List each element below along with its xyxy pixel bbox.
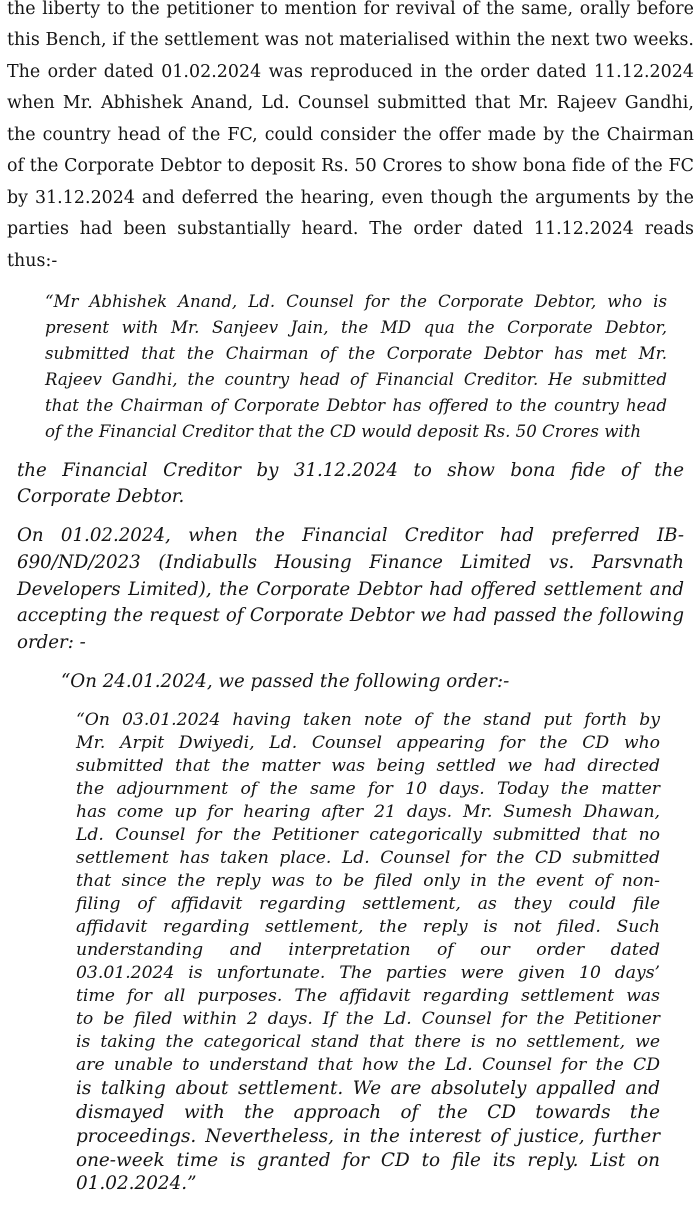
quote-line: 690/ND/2023 (Indiabulls Housing Finance Limited vs. Parsvnath: [17, 552, 684, 573]
quote-line: proceedings. Nevertheless, in the interest of justice, further: [76, 1126, 660, 1147]
quote-line: one-week time is granted for CD to file its reply. List on: [76, 1150, 660, 1171]
quote-line: present with Mr. Sanjeev Jain, the MD qua the Corporate Debtor,: [45, 318, 667, 337]
quote-line: On 01.02.2024, when the Financial Creditor had preferred IB-: [17, 525, 684, 546]
text-line: when Mr. Abhishek Anand, Ld. Counsel submitted that Mr. Rajeev Gandhi,: [7, 93, 694, 113]
quote-line: dismayed with the approach of the CD towards the: [76, 1102, 660, 1123]
quote-line: affidavit regarding settlement, the reply is not filed. Such: [76, 917, 660, 937]
text-line: this Bench, if the settlement was not materialised within the next two weeks.: [7, 30, 694, 50]
quote-line: submitted that the Chairman of the Corporate Debtor has met Mr.: [45, 344, 667, 363]
quote-line: that the Chairman of Corporate Debtor has offered to the country head: [45, 396, 667, 415]
text-line: The order dated 01.02.2024 was reproduced in the order dated 11.12.2024: [7, 62, 694, 82]
text-line: thus:-: [7, 251, 58, 271]
quote-line: Ld. Counsel for the Petitioner categorically submitted that no: [76, 825, 660, 845]
quote-line: submitted that the matter was being settled we had directed: [76, 756, 660, 776]
text-line: by 31.12.2024 and deferred the hearing, even though the arguments by the: [7, 188, 694, 208]
text-line: the liberty to the petitioner to mention for revival of the same, orally before: [7, 0, 694, 19]
quote-line: “On 03.01.2024 having taken note of the stand put forth by: [76, 710, 660, 730]
quote-line: Rajeev Gandhi, the country head of Financial Creditor. He submitted: [45, 370, 667, 389]
quote-line: is taking the categorical stand that there is no settlement, we: [76, 1032, 660, 1052]
quote-line: are unable to understand that how the Ld. Counsel for the CD: [76, 1055, 660, 1075]
quote-line: that since the reply was to be filed only in the event of non-: [76, 871, 660, 891]
text-line: the country head of the FC, could consider the offer made by the Chairman: [7, 125, 694, 145]
quote-line: to be filed within 2 days. If the Ld. Counsel for the Petitioner: [76, 1009, 660, 1029]
quote-line: order: -: [17, 632, 86, 653]
quote-line: “Mr Abhishek Anand, Ld. Counsel for the Corporate Debtor, who is: [45, 292, 667, 311]
quote-line: has come up for hearing after 21 days. Mr. Sumesh Dhawan,: [76, 802, 660, 822]
quote-line: Mr. Arpit Dwiyedi, Ld. Counsel appearing for the CD who: [76, 733, 660, 753]
quote-line: Developers Limited), the Corporate Debtor had offered settlement and: [17, 579, 684, 600]
quote-line: accepting the request of Corporate Debtor we had passed the following: [17, 605, 684, 626]
text-line: of the Corporate Debtor to deposit Rs. 50 Crores to show bona fide of the FC: [7, 156, 694, 176]
quote-line: “On 24.01.2024, we passed the following order:-: [61, 671, 510, 692]
quote-line: the adjournment of the same for 10 days. Today the matter: [76, 779, 660, 799]
text-line: parties had been substantially heard. The order dated 11.12.2024 reads: [7, 219, 694, 239]
quote-line: settlement has taken place. Ld. Counsel for the CD submitted: [76, 848, 660, 868]
quote-line: Corporate Debtor.: [17, 486, 185, 507]
quote-line: understanding and interpretation of our order dated: [76, 940, 660, 960]
quote-line: filing of affidavit regarding settlement, as they could file: [76, 894, 660, 914]
quote-line: 03.01.2024 is unfortunate. The parties were given 10 days’: [76, 963, 660, 983]
quote-line: of the Financial Creditor that the CD would deposit Rs. 50 Crores with: [45, 422, 642, 441]
quote-line: 01.02.2024.”: [76, 1173, 197, 1194]
quote-line: the Financial Creditor by 31.12.2024 to show bona fide of the: [17, 460, 684, 481]
quote-line: time for all purposes. The affidavit regarding settlement was: [76, 986, 660, 1006]
quote-line: is talking about settlement. We are absolutely appalled and: [76, 1078, 660, 1099]
